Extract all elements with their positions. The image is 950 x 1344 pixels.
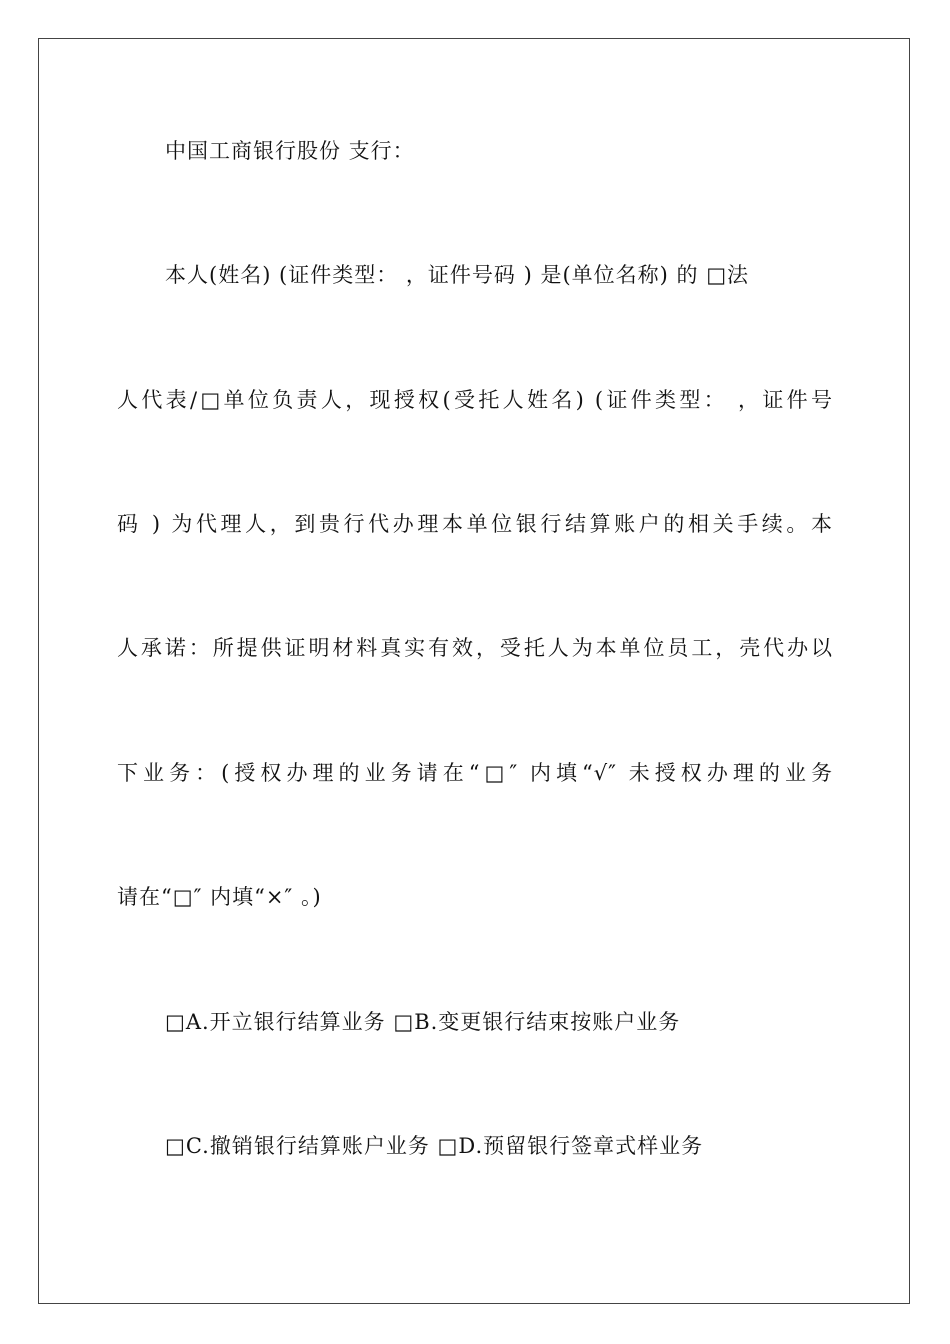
business-options-line-2: □C.撤销银行结算账户业务 □D.预留银行签章式样业务: [165, 1134, 704, 1158]
body-line-5: 下业务：(授权办理的业务请在“□″ 内填“√″ 未授权办理的业务: [117, 761, 833, 785]
salutation: 中国工商银行股份 支行：: [165, 139, 415, 163]
body-line-2: 人代表/□单位负责人，现授权(受托人姓名) (证件类型： ，证件号: [117, 388, 833, 412]
body-line-6: 请在“□″ 内填“×″ 。): [117, 885, 322, 909]
body-line-3: 码 ) 为代理人，到贵行代办理本单位银行结算账户的相关手续。本: [117, 512, 833, 536]
business-options-line-1: □A.开立银行结算业务 □B.变更银行结束按账户业务: [165, 1010, 681, 1034]
page-border: [38, 38, 910, 1304]
body-line-1: 本人(姓名) (证件类型： ，证件号码 ) 是(单位名称) 的 □法: [165, 263, 750, 287]
body-line-4: 人承诺：所提供证明材料真实有效，受托人为本单位员工，壳代办以: [117, 636, 833, 660]
